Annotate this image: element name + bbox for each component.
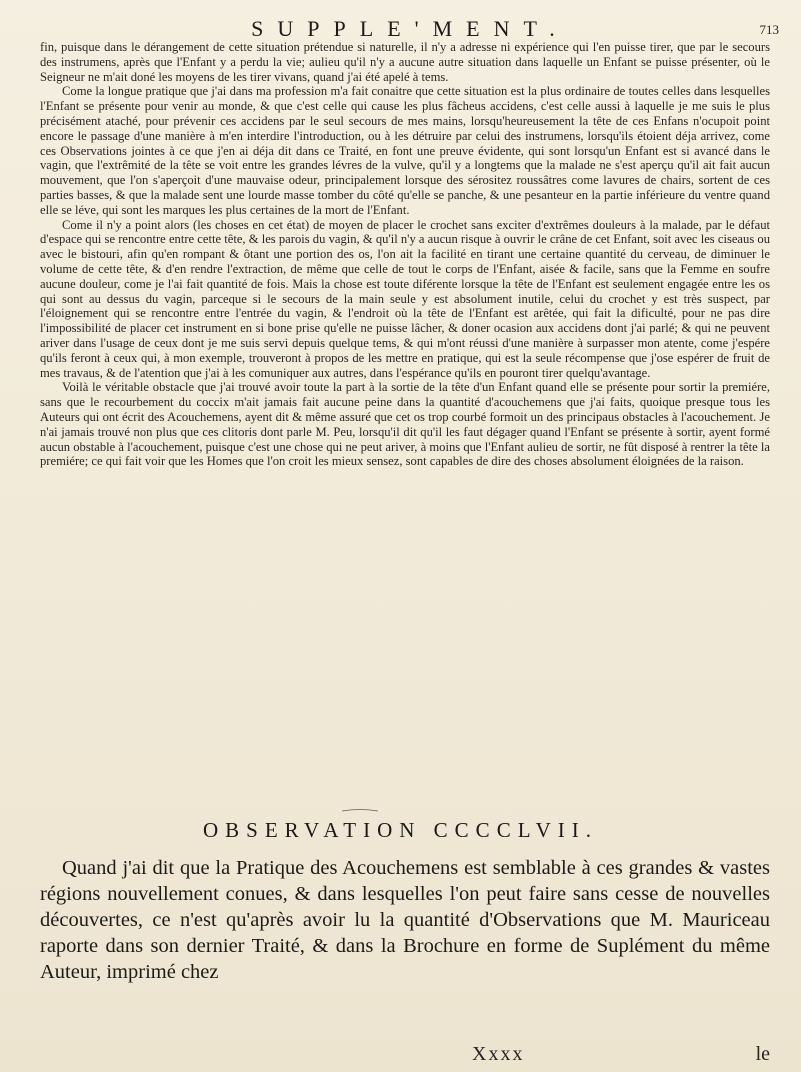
paragraph: fin, puisque dans le dérangement de cette situation prétendue si naturelle, il n'y a adresse ni expérience qui l'en puisse tirer, que par le secours des instrumens, après que l'Enfant y a perdu la vie; aulieu qu'il n'y a aucune autre situation dans laquelle un Enfant se puisse présenter, où le Seigneur ne m'ait doné les moyens de les tirer vivans, quand j'ai été apelé à tems. — [40, 40, 770, 84]
paragraph: Quand j'ai dit que la Pratique des Acouchemens est semblable à ces grandes & vastes régions nouvellement conues, & dans lesquelles l'on peut faire sans cesse de nouvelles découvertes, ce n'est qu'après avoir lu la quantité d'Observations que M. Mauriceau raporte dans son dernier Traité, & dans la Brochure en forme de Suplément du même Auteur, imprimé chez — [40, 857, 770, 983]
page-footer — [40, 1043, 770, 1069]
page-number: 713 — [759, 22, 779, 37]
observation-heading: OBSERVATION CCCCLVII. — [202, 818, 599, 842]
section-divider-ornament — [340, 808, 380, 814]
signature-mark: Xxxx — [472, 1043, 525, 1065]
paragraph: Come il n'y a point alors (les choses en cet état) de moyen de placer le crochet sans exciter d'extrêmes douleurs à la malade, par le défaut d'espace qui se rencontre entre cette tête, & les parois du vagin, & qu'il n'y a aucun risque à ouvrir le crâne de cet Enfant, soit avec les ciseaus ou avec le bistouri, afin qu'en rompant & ôtant une portion des os, l'on ait la facilité en tirant une certaine quantité du cerveau, de diminuer le volume de cette tête, & d'en rendre l'extraction, de même que celle de tout le corps de l'Enfant, aisée & facile, sans que la Femme en soufre aucune douleur, come je l'ai fait quantité de fois. Mais la chose est toute diférente lorsque la tête de l'Enfant est seulement engagée entre les os qui sont au dessus du vagin, parceque si le secours de la main seule y est absolument inutile, celui du crochet y est très suspect, par l'éloignement qui se rencontre entre l'entrée du vagin, & l'endroit où la tête de l'Enfant est arêtée, qui fait la dificulté, pour ne pas dire l'impossibilité de placer cet instrument en si bone prise qu'elle ne puisse lâcher, & doner ocasion aux accidens dont j'ai parlé; & qui ne peuvent ariver dans l'usage de ceux dont je me suis servi depuis quelque tems, & qui m'ont réussi d'une manière à surpasser mon atente, come j'espére qu'ils feront à ceux qui, à mon exemple, trouveront à propos de les mettre en pratique, qui est la seule récompense que j'ose espérer de fruit de mes travaus, & de l'atention que j'ai à les comuniquer aux autres, dans l'espérance qu'ils en pouront tirer quelqu'avantage. — [40, 217, 770, 380]
paragraph: Voilà le véritable obstacle que j'ai trouvé avoir toute la part à la sortie de la tête d'un Enfant quand elle se présente pour sortir la premiére, sans que le recourbement du coccix m'ait jamais fait aucune peine dans la quantité d'acouchemens que j'ai faits, quoique presque tous les Auteurs qui ont écrit des Acouchemens, ayent dit & même assuré que cet os trop courbé formoit un des principaus obstacles à l'acouchement. Je n'ai jamais trouvé non plus que ces clitoris dont parle M. Peu, lorsqu'il dit qu'il les faut dégager quand l'Enfant se présente à sortir, ayent formé aucun obstable à l'acouchement, puisque c'est une chose qui ne peut ariver, à moins que l'Enfant aulieu de sortir, ne fût disposé à rentrer la tête la premiére; ce qui fait voir que les Homes que l'on croit les mieux sensez, sont capables de dire des choses absolument éloignées de la raison. — [40, 380, 770, 469]
running-title: SUPPLE'MENT. — [251, 16, 569, 41]
observation-text — [40, 855, 770, 985]
paragraph: Come la longue pratique que j'ai dans ma profession m'a fait conaitre que cette situation est la plus ordinaire de toutes celles dans lesquelles l'Enfant se présente pour venir au monde, & que c'est celle qui cause les plus fâcheus accidens, c'est celle aussi à laquelle je me suis le plus précisément ataché, pour prévenir ces accidens par le seul secours de mes mains, lorsqu'heureusement la tête de ces Enfans n'ocupoit point encore le passage d'une manière à m'en interdire l'introduction, ou à les détruire par celui des instrumens, lorsqu'ils étoient déja arrivez, come ces Observations jointes à ce que j'en ai déja dit dans ce Traité, en font une preuve évidente, qui sont lorsqu'un Enfant est si avancé dans le vagin, que l'extrêmité de la tête se voit entre les grandes lévres de la vulve, qu'il y a longtems que la malade ne s'est aperçu qu'il ait fait aucun mouvement, que l'on s'aperçoit d'une mauvaise odeur, principalement lorsque des sérositez roussâtres come lavures de chairs, sortent de ces parties basses, & que la malade sent une lourde masse tomber du côté qu'elle se panche, & une pesanteur en la partie inférieure du ventre quand elle se léve, qui sont les marques les plus certaines de la mort de l'Enfant. — [40, 84, 770, 217]
main-text — [40, 40, 770, 469]
catchword: le — [755, 1043, 770, 1065]
